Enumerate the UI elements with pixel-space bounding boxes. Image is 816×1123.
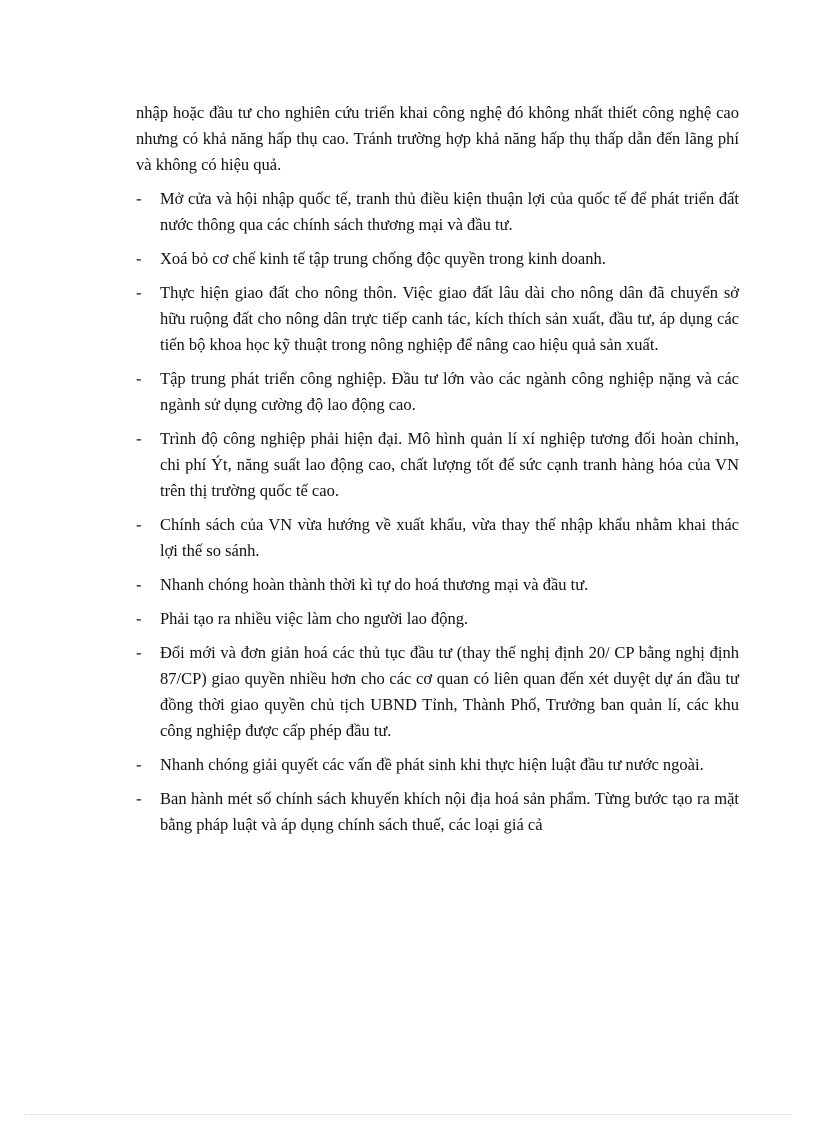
list-item-text: Thực hiện giao đất cho nông thôn. Việc giao đất lâu dài cho nông dân đã chuyển sở hữu ruộng đất cho nông dân trực tiếp canh tác, kích thích sản xuất, đầu tư, áp dụng các tiến bộ khoa học kỹ thuật trong nông nghiệp để nâng cao hiệu quả sản xuất. (160, 283, 739, 354)
bullet-dash: - (136, 789, 142, 808)
bullet-dash: - (136, 189, 142, 208)
list-item (136, 426, 739, 504)
list-item (136, 606, 739, 632)
intro-paragraph: nhập hoặc đầu tư cho nghiên cứu triển khai công nghệ đó không nhất thiết công nghệ cao nhưng có khả năng hấp thụ cao. Tránh trường hợp khả năng hấp thụ thấp dẫn đến lãng phí và không có hiệu quả. (136, 103, 739, 174)
bullet-dash: - (136, 515, 142, 534)
list-item (136, 752, 739, 778)
list-item-text: Đổi mới và đơn giản hoá các thủ tục đầu tư (thay thế nghị định 20/ CP bằng nghị định 87/CP) giao quyền nhiều hơn cho các cơ quan có liên quan đến xét duyệt dự án đầu tư đồng thời giao quyền chủ tịch UBND Tỉnh, Thành Phố, Trưởng ban quản lí, các khu công nghiệp được cấp phép đầu tư. (160, 643, 739, 740)
list-item-text: Nhanh chóng giải quyết các vấn đề phát sinh khi thực hiện luật đầu tư nước ngoài. (160, 755, 704, 774)
list-item-text: Nhanh chóng hoàn thành thời kì tự do hoá thương mại và đầu tư. (160, 575, 589, 594)
bullet-dash: - (136, 609, 142, 628)
list-item-text: Mở cửa và hội nhập quốc tế, tranh thủ điều kiện thuận lợi của quốc tế để phát triển đất nước thông qua các chính sách thương mại và đầu tư. (160, 189, 739, 234)
list-item-text: Chính sách của VN vừa hướng về xuất khẩu, vừa thay thế nhập khẩu nhằm khai thác lợi thế so sánh. (160, 515, 739, 560)
list-item (136, 366, 739, 418)
bullet-dash: - (136, 283, 142, 302)
bullet-dash: - (136, 369, 142, 388)
bullet-dash: - (136, 755, 142, 774)
list-item-text: Phải tạo ra nhiều việc làm cho người lao động. (160, 609, 469, 628)
bullet-dash: - (136, 429, 142, 448)
bullet-dash: - (136, 643, 142, 662)
list-item (136, 786, 739, 838)
list-item-text: Xoá bỏ cơ chế kinh tế tập trung chống độc quyền trong kinh doanh. (160, 249, 606, 268)
list-item (136, 280, 739, 358)
list-item (136, 572, 739, 598)
list-item (136, 246, 739, 272)
list-item (136, 186, 739, 238)
document-page (136, 100, 739, 846)
bullet-dash: - (136, 249, 142, 268)
list-item-text: Ban hành mét số chính sách khuyến khích nội địa hoá sản phẩm. Từng bước tạo ra mặt bằng pháp luật và áp dụng chính sách thuế, các loại giá cả (160, 789, 739, 834)
list-item (136, 640, 739, 744)
list-item-text: Tập trung phát triển công nghiệp. Đầu tư lớn vào các ngành công nghiệp nặng và các ngành sử dụng cường độ lao động cao. (160, 369, 739, 414)
list-item-text: Trình độ công nghiệp phải hiện đại. Mô hình quản lí xí nghiệp tương đối hoàn chỉnh, chi phí Ýt, năng suất lao động cao, chất lượng tốt để sức cạnh tranh hàng hóa của VN trên thị trường quốc tế cao. (160, 429, 739, 500)
bullet-dash: - (136, 575, 142, 594)
bullet-list (136, 186, 739, 838)
page-bottom-divider (24, 1114, 792, 1115)
list-item (136, 512, 739, 564)
